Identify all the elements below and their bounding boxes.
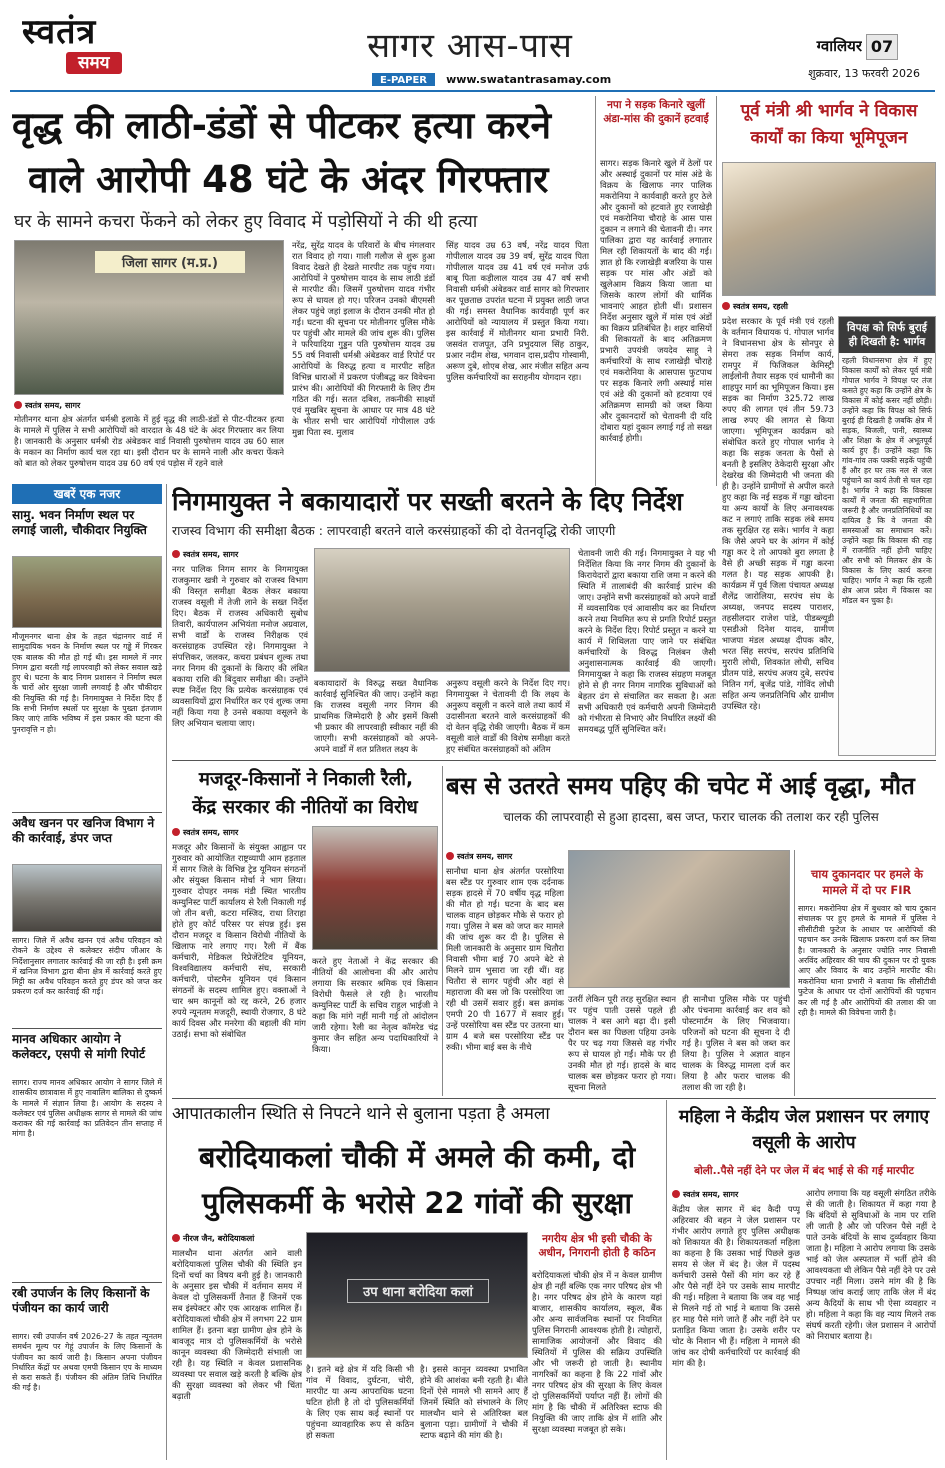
bus-byline — [446, 850, 566, 862]
bhoomi-photo — [722, 162, 936, 296]
outpost-photo — [306, 1232, 528, 1358]
epaper-bar — [372, 68, 702, 86]
city-label: ग्वालियर — [816, 37, 862, 55]
fir-body: सागर। मकरोनिया क्षेत्र में बुधवार को चाय दुकान संचालक पर हुए हमले के मामले में पुलिस ने सीसीटीवी फुटेज के आधार पर आरोपियों की पहचान कर उनके खिलाफ प्रकरण दर्ज कर लिया है। जानकारी के अनुसार ज्योति नगर निवासी अरविंद अहिरवार की चाय की दुकान पर दो युवक आए और विवाद के बाद उन्होंने मारपीट की। मकरोनिया थाना प्रभारी ने बताया कि सीसीटीवी फुटेज के आधार पर दोनों आरोपियों की पहचान कर ली गई है और आरोपियों की तलाश की जा रही है। मामले की विवेचना जारी है। — [798, 904, 936, 1018]
site-url[interactable]: www.swatantrasamay.com — [446, 73, 612, 86]
lead-headline-2: वाले आरोपी 48 घंटे के अंदर गिरफ्तार — [28, 158, 549, 201]
bhoomi-headline: पूर्व मंत्री श्री भार्गव ने विकास कार्यों का किया भूमिपूजन — [740, 101, 918, 148]
quote-box — [838, 316, 936, 756]
masthead — [0, 0, 945, 90]
lead-body-2: नरेंद्र, सुरेंद्र यादव के परिवारों के बीच मंगलवार रात विवाद हो गया। गाली गलौज से शुरू हुआ विवाद देखते ही देखते मारपीट तक पहुंच गया। आरोपियों ने पुरुषोत्तम यादव के साथ लाठी डंडों से मारपीट की। जिसमें पुरुषोत्तम यादव गंभीर रूप से घायल हो गए। परिजन उनको बीएमसी लेकर पहुंचे जहां इलाज के दौरान उनकी मौत हो गई। घटना की सूचना पर मोतीनगर पुलिस मौके पर पहुंची और मामले की जांच शुरू की। पुलिस ने फरियादिया गुड्डन पति पुरुषोत्तम यादव उम्र 55 वर्ष निवासी धर्मश्री अंबेडकर वार्ड रिपोर्ट पर आरोपियों के विरुद्ध हत्या व मारपीट सहित विभिन्न धाराओं में प्रकरण पंजीबद्ध कर विवेचना प्रारंभ की। आरोपियों की गिरफ्तारी के लिए टीम गठित की गई। सतत दबिश, तकनीकी साक्ष्यों एवं मुखबिर सूचना के आधार पर मात्र 48 घंटे के भीतर सभी चार आरोपियों गोपीलाल उर्फ मुन्ना पिता स्व. मुलाव — [292, 240, 435, 437]
divider — [166, 484, 167, 1460]
byline-dot-icon — [172, 550, 180, 558]
brief-3-body: सागर। राज्य मानव अधिकार आयोग ने सागर जिले में शासकीय छात्रावास में हुए नाबालिग बालिका से दुष्कर्म के मामले में संज्ञान लिया है। आयोग के सदस्य ने कलेक्टर एवं पुलिस अधीक्षक सागर से मामले की जांच कराकर की गई कार्रवाई का प्रतिवेदन तीन सप्ताह में मांगा है। — [12, 1078, 162, 1139]
bhoomi-byline — [722, 300, 936, 312]
commissioner-body-4: चेतावनी जारी की गई। निगमायुक्त ने यह भी निर्देशित किया कि नगर निगम की दुकानों के किरायेदारों द्वारा बकाया राशि जमा न करने की स्थिति में तालाबंदी की कार्रवाई प्रारंभ की जाए। उन्होंने सभी करसंग्राहकों को अपने वार्डों में व्यवसायिक एवं आवासीय कर का निर्धारण करने तथा नियमित रूप से प्रगति रिपोर्ट प्रस्तुत करने के निर्देश दिए। रिपोर्ट प्रस्तुत न करने या कार्य में शिथिलता पाए जाने पर संबंधित कर्मचारियों के विरुद्ध निलंबन जैसी अनुशासनात्मक कार्रवाई की जाएगी। निगमायुक्त ने कहा कि राजस्व संग्रहण मजबूत होने से ही नगर निगम नागरिक सुविधाओं को बेहतर ढंग से संचालित कर सकता है। अतः सभी अधिकारी एवं कर्मचारी अपनी जिम्मेदारी को गंभीरता से निभाएं और निर्धारित लक्ष्यों की समयबद्ध पूर्ति सुनिश्चित करें। — [578, 548, 716, 734]
masthead-rule — [10, 90, 935, 92]
brief-4-body: सागर। रबी उपार्जन वर्ष 2026-27 के तहत न्यूनतम समर्थन मूल्य पर गेहूं उपार्जन के लिए किसानों के पंजीयन का कार्य जारी है। किसान अपना पंजीयन निर्धारित केंद्रों पर अथवा एमपी किसान एप के माध्यम से करा सकते हैं। पंजीयन की अंतिम तिथि निर्धारित की गई है। — [12, 1332, 162, 1393]
bhoomi-byline-text: स्वतंत्र समय, रहली — [733, 301, 788, 311]
commissioner-body-2: बकायादारों के विरुद्ध सख्त वैधानिक कार्रवाई सुनिश्चित की जाए। उन्होंने कहा कि राजस्व वसूली नगर निगम की प्राथमिक जिम्मेदारी है और इसमें किसी भी प्रकार की लापरवाही स्वीकार नहीं की जाएगी। सभी करसंग्राहकों को अपने-अपने वार्डों में शत प्रतिशत लक्ष्य के — [314, 678, 438, 754]
brief-1-body: मौजूमनगर थाना क्षेत्र के तहत चंद्रानगर वार्ड में सामुदायिक भवन के निर्माण स्थल पर गड्ढे में गिरकर एक बालक की मौत हो गई थी। इस मामले में नगर निगम द्वारा बरती गई लापरवाही को लेकर सवाल खड़े हुए थे। घटना के बाद निगम प्रशासन ने निर्माण स्थल के चारों ओर सुरक्षा जाली लगवाई है और चौकीदार की नियुक्ति की गई है। निगमायुक्त ने निर्देश दिए हैं कि सभी निर्माण स्थलों पर सुरक्षा के पुख्ता इंतजाम किए जाएं ताकि भविष्य में इस प्रकार की घटना की पुनरावृत्ति न हो। — [12, 632, 162, 734]
lead-body-1: मोतीनगर थाना क्षेत्र अंतर्गत धर्मश्री इलाके में हुई वृद्ध की लाठी-डंडों से पीट-पीटकर हत्या के मामले में पुलिस ने सभी आरोपियों को वारदात के 48 घंटे के अंदर गिरफ्तार कर लिया है। जानकारी के अनुसार धर्मश्री रोड अंबेडकर वार्ड निवासी पुरुषोत्तम यादव उम्र 60 साल के मकान का निर्माण कार्य चल रहा था। इसी दौरान घर के सामने नाली और कचरा फेंकने को बात को लेकर पुरुषोत्तम यादव उम्र 60 वर्ष एवं पड़ोस में रहने वाले — [14, 414, 284, 468]
logo-bottom: समय — [66, 52, 122, 74]
issue-date: शुक्रवार, 13 फरवरी 2026 — [808, 67, 920, 80]
outpost-headline-2: पुलिसकर्मी के भरोसे 22 गांवों की सुरक्षा — [202, 1186, 632, 1220]
quote-body: रहली विधानसभा क्षेत्र में हुए विकास कार्यों को लेकर पूर्व मंत्री गोपाल भार्गव ने विपक्ष पर तंज कसते हुए कहा कि उन्होंने क्षेत्र के विकास में कोई कसर नहीं छोड़ी। उन्होंने कहा कि विपक्ष को सिर्फ बुराई ही दिखती है जबकि क्षेत्र में सड़क, बिजली, पानी, स्वास्थ्य और शिक्षा के क्षेत्र में अभूतपूर्व कार्य हुए हैं। उन्होंने कहा कि गांव-गांव तक पक्की सड़कें पहुंची हैं और हर घर तक नल से जल पहुंचाने का कार्य तेजी से चल रहा है। भार्गव ने कहा कि विकास कार्यों में जनता की सहभागिता जरूरी है और जनप्रतिनिधियों का दायित्व है कि वे जनता की समस्याओं का समाधान करें। उन्होंने कहा कि विकास की राह में राजनीति नहीं होनी चाहिए और सभी को मिलकर क्षेत्र के विकास के लिए कार्य करना चाहिए। भार्गव ने कहा कि रहली क्षेत्र आज प्रदेश में विकास का मॉडल बन चुका है। — [842, 356, 932, 605]
outpost-aside-headline: नगरीय क्षेत्र भी इसी चौकी के अधीन, निगरानी होती है कठिन — [538, 1233, 656, 1259]
lead-body-3: सिंह यादव उम्र 63 वर्ष, नरेंद्र यादव पिता गोपीलाल यादव उम्र 39 वर्ष, सुरेंद्र यादव पिता गोपीलाल यादव उम्र 41 वर्ष एवं मनोज उर्फ बाबू पिता कड़ीलाल यादव उम्र 47 वर्ष सभी निवासी धर्मश्री अंबेडकर वार्ड सागर को गिरफ्तार कर पूछताछ उपरांत घटना में प्रयुक्त लाठी जप्त की गई। समस्त वैधानिक कार्यवाही पूर्ण कर आरोपियों को न्यायालय में प्रस्तुत किया गया। इस कार्रवाई में मोतीनगर थाना प्रभारी निरी. जसवंत राजपूत, उनि प्रभुदयाल सिंह ठाकुर, प्रआर नदीम शेख, भगवान दास,प्रदीप गोस्वामी, अरूण दुबे, शोएब शेख, आर मंजीत सहित अन्य पुलिस कर्मचारियों का सराहनीय योगदान रहा। — [446, 240, 589, 382]
logo — [22, 14, 192, 74]
encroach-headline: नपा ने सड़क किनारे खुलीं अंडा-मांस की दुकानें हटवाईं — [603, 99, 709, 125]
byline-dot-icon — [14, 401, 22, 409]
bus-body-3: ही सानौधा पुलिस मौके पर पहुंची और पंचनामा कार्रवाई कर शव को पोस्टमार्टम के लिए भिजवाया। परिजनों को घटना की सूचना दे दी गई है। पुलिस ने बस को जब्त कर लिया है। पुलिस ने अज्ञात वाहन चालक के विरुद्ध मामला दर्ज कर लिया है और फरार चालक की तलाश की जा रही है। — [682, 994, 790, 1092]
brief-2-photo — [12, 864, 162, 932]
commissioner-body-1: नगर पालिक निगम सागर के निगमायुक्त राजकुमार खत्री ने गुरुवार को राजस्व विभाग की विस्तृत समीक्षा बैठक लेकर बकाया राजस्व वसूली में तेजी लाने के सख्त निर्देश दिए। बैठक में राजस्व अधिकारी सुबोध तिवारी, कार्यपालन अभियंता मनोज अग्रवाल, सभी वार्डों के राजस्व निरीक्षक एवं करसंग्राहक उपस्थित रहे। निगमायुक्त ने संपत्तिकर, जलकर, कचरा प्रबंधन शुल्क तथा नगर निगम की दुकानों के किराए की लंबित बकाया राशि की बिंदुवार समीक्षा की। उन्होंने स्पष्ट निर्देश दिए कि प्रत्येक करसंग्राहक एवं व्यवसायियों द्वारा निर्धारित कर एवं शुल्क जमा नहीं किया गया है उनसे बकाया वसूलने के लिए अभियान चलाया जाए। — [172, 564, 308, 728]
outpost-body-1: मालथौन थाना अंतर्गत आने वाली बरोदियाकलां पुलिस चौकी की स्थिति इन दिनों चर्चा का विषय बनी हुई है। जानकारी के अनुसार इस चौकी में वर्तमान समय में केवल दो पुलिसकर्मी तैनात हैं जिनमें एक सब इंस्पेक्टर और एक आरक्षक शामिल हैं। बरोदियाकलां चौकी क्षेत्र में लगभग 22 ग्राम शामिल हैं। इतना बड़ा ग्रामीण क्षेत्र होने के बावजूद मात्र दो पुलिसकर्मियों के भरोसे कानून व्यवस्था की जिम्मेदारी संभाली जा रही है। यह स्थिति न केवल प्रशासनिक व्यवस्था पर सवाल खड़े करती है बल्कि क्षेत्र की सुरक्षा व्यवस्था को लेकर भी चिंता बढ़ाती — [172, 1248, 302, 1401]
lead-byline — [14, 399, 284, 411]
outpost-kicker: आपातकालीन स्थिति से निपटने थाने से बुलाना पड़ता है अमला — [172, 1104, 550, 1124]
outpost-aside-body: बरोदियाकलां चौकी क्षेत्र में न केवल ग्रामीण क्षेत्र ही नहीं बल्कि एक नगर परिषद क्षेत्र भी है। नगर परिषद क्षेत्र होने के कारण यहां बाजार, शासकीय कार्यालय, स्कूल, बैंक और अन्य सार्वजनिक स्थानों पर नियमित पुलिस निगरानी आवश्यक होती है। त्योहारों, सामाजिक आयोजनों और विवाद की स्थितियों में पुलिस की सक्रिय उपस्थिति और भी जरूरी हो जाती है। स्थानीय नागरिकों का कहना है कि 22 गांवों और नगर परिषद क्षेत्र की सुरक्षा के लिए केवल दो पुलिसकर्मियों पर्याप्त नहीं हैं। लोगों की मांग है कि चौकी में अतिरिक्त स्टाफ की नियुक्ति की जाए ताकि क्षेत्र में शांति और सुरक्षा व्यवस्था मजबूत हो सके। — [532, 1270, 662, 1434]
divider — [12, 1028, 162, 1029]
section-title: सागर आस-पास — [367, 26, 573, 66]
quote-headline: विपक्ष को सिर्फ बुराई ही दिखती है: भार्गव — [839, 317, 935, 353]
outpost-byline-text: नीरज जैन, बरोदियाकलां — [183, 1233, 255, 1243]
brief-2-body: सागर। जिले में अवैध खनन एवं अवैध परिवहन को रोकने के उद्देश्य से कलेक्टर संदीप जीआर के निर्देशानुसार लगातार कार्रवाई की जा रही है। इसी क्रम में खनिज विभाग द्वारा बीना क्षेत्र में कार्रवाई करते हुए मिट्टी का अवैध परिवहन करते हुए डंपर को जप्त कर प्रकरण दर्ज कर कार्रवाई की गई। — [12, 936, 162, 997]
divider — [12, 812, 162, 813]
divider — [12, 1282, 162, 1283]
photo-sign: जिला सागर (म.प्र.) — [95, 251, 245, 273]
commissioner-byline — [172, 548, 312, 560]
rally-byline-text: स्वतंत्र समय, सागर — [183, 827, 239, 837]
jail-body-2: आरोप लगाया कि यह वसूली संगठित तरीके से की जाती है। शिकायत में कहा गया है कि बंदियों से सुविधाओं के नाम पर राशि ली जाती है और जो परिजन पैसे नहीं दे पाते उनके बंदियों के साथ दुर्व्यवहार किया जाता है। महिला ने आरोप लगाया कि उसके भाई को जेल अस्पताल में भर्ती होने की आवश्यकता थी लेकिन पैसे नहीं देने पर उसे उपचार नहीं मिला। उसने मांग की है कि निष्पक्ष जांच कराई जाए ताकि जेल में बंद अन्य कैदियों के साथ भी ऐसा व्यवहार न हो। महिला ने कहा कि वह न्याय मिलने तक संघर्ष करती रहेगी। जेल प्रशासन ने आरोपों को निराधार बताया है। — [806, 1188, 936, 1341]
commissioner-headline: निगमायुक्त ने बकायादारों पर सख्ती बरतने के दिए निर्देश — [172, 487, 683, 516]
jail-byline-text: स्वतंत्र समय, सागर — [683, 1189, 739, 1199]
commissioner-deck: राजस्व विभाग की समीक्षा बैठक : लापरवाही बरतने वाले करसंग्राहकों की दो वेतनवृद्धि रोकी जाएगी — [172, 523, 616, 538]
divider — [172, 760, 936, 761]
brief-4-headline: रबी उपार्जन के लिए किसानों के पंजीयन का कार्य जारी — [12, 1286, 150, 1315]
byline-dot-icon — [172, 828, 180, 836]
rally-headline-2: केंद्र सरकार की नीतियों का विरोध — [192, 797, 418, 818]
byline-dot-icon — [722, 302, 730, 310]
encroach-body: सागर। सड़क किनारे खुले में ठेलों पर और अस्थाई दुकानों पर मांस अंडे के विक्रय के खिलाफ नगर पालिक मकरोनिया ने कार्यवाही करते हुए ठेले और दुकानों को हटवाते हुए रजाखेड़ी एवं मकरोनिया चौराहे के आस पास दुकान न लगाने की चेतावनी दी। नगर पालिका द्वारा यह कार्रवाई लगातार मिल रही शिकायतों के बाद की गई। ज्ञात हो कि रजाखेड़ी बजरिया के पास सड़क पर मांस और अंडों को खुलेआम विक्रय किया जाता था जिसके कारण लोगों की धार्मिक भावनाएं आहत होती थीं। प्रशासन निर्देश अनुसार खुले में मांस एवं अंडों का विक्रय प्रतिबंधित है। शहर वासियों की शिकायतों के बाद अतिक्रमण प्रभारी उपयंत्री जयदेव साहू ने कर्मचारियों के साथ रजाखेड़ी चौराहे एवं मकरोनिया के आसपास फुटपाथ पर सड़क किनारे लगी अस्थाई मांस एवं अंडे की दुकानों को हटवाया एवं अतिक्रमण सामग्री को जब्त किया और दुकानदारों को चेतावनी दी यदि दोबारा यहां दुकान लगाई गई तो सख्त कार्रवाई होगी। — [600, 158, 712, 443]
fir-headline: चाय दुकानदार पर हमले के मामले में दो पर FIR — [811, 867, 923, 897]
bus-photo — [568, 850, 790, 988]
jail-byline — [672, 1188, 800, 1200]
lead-headline-1: वृद्ध की लाठी-डंडों से पीटकर हत्या करने — [12, 104, 552, 147]
lead-byline-text: स्वतंत्र समय, सागर — [25, 400, 81, 410]
divider — [442, 766, 443, 1096]
outpost-body-3: है। इससे कानून व्यवस्था प्रभावित होने की आशंका बनी रहती है। बीते दिनों ऐसे मामले भी सामने आए हैं जिनमें स्थिति को संभालने के लिए मालथौन थाने से अतिरिक्त बल बुलाना पड़ा। ग्रामीणों ने चौकी में स्टाफ बढ़ाने की मांग की है। — [420, 1364, 528, 1440]
jail-headline: महिला ने केंद्रीय जेल प्रशासन पर लगाए वसूली के आरोप — [678, 1107, 930, 1153]
rally-headline-1: मजदूर-किसानों ने निकाली रैली, — [198, 769, 414, 790]
jail-deck: बोली..पैसे नहीं देने पर जेल में बंद भाई से की गई मारपीट — [694, 1165, 914, 1177]
outpost-sign: उप थाना बरोदिया कलां — [347, 1279, 489, 1303]
commissioner-photo — [314, 548, 570, 672]
commissioner-body-3: अनुरूप वसूली करने के निर्देश दिए गए। निगमायुक्त ने चेतावनी दी कि लक्ष्य के अनुरूप वसूली न करने वाले तथा कार्य में उदासीनता बरतने वाले करसंग्राहकों की दो वेतन वृद्धि रोकी जाएगी। बैठक में कम वसूली वाले वार्डों की विशेष समीक्षा करते हुए संबंधित करसंग्राहकों को अंतिम — [446, 678, 570, 754]
brief-1-photo — [12, 556, 162, 628]
rally-photo — [312, 826, 438, 950]
divider — [172, 1098, 936, 1099]
jail-body-1: केंद्रीय जेल सागर में बंद कैदी पप्पू अहिरवार की बहन ने जेल प्रशासन पर गंभीर आरोप लगाते हुए पुलिस अधीक्षक को शिकायत की है। शिकायतकर्ता महिला का कहना है कि उसका भाई पिछले कुछ समय से जेल में बंद है। जेल में पदस्थ कर्मचारी उससे पैसों की मांग कर रहे हैं और पैसे नहीं देने पर उसके साथ मारपीट की गई। महिला ने बताया कि जब वह भाई से मिलने गई तो भाई ने बताया कि उससे हर माह पैसे मांगे जाते हैं और नहीं देने पर प्रताड़ित किया जाता है। उसके शरीर पर चोट के निशान भी हैं। महिला ने मामले की जांच कर दोषी कर्मचारियों पर कार्रवाई की मांग की है। — [672, 1204, 800, 1368]
bus-deck: चालक की लापरवाही से हुआ हादसा, बस जप्त, फरार चालक की तलाश कर रही पुलिस — [503, 810, 879, 824]
bus-headline: बस से उतरते समय पहिए की चपेट में आई वृद्धा, मौत — [446, 772, 915, 800]
bhoomi-body: प्रदेश सरकार के पूर्व मंत्री एवं रहली के वर्तमान विधायक पं. गोपाल भार्गव ने विधानसभा क्षेत्र के सोनपुर से सेमरा तक सड़क निर्माण कार्य, रामपुर में फिजिकल केमिस्ट्री लाईलोनी तैयार सड़क एवं धामौनी का शाहपुर मार्ग का भूमिपूजन किया। इस सड़क का निर्माण 325.72 लाख रुपए की लागत एवं तीन 59.73 लाख रुपए की लागत से किया जाएगा। भूमिपूजन कार्यक्रम को संबोधित करते हुए गोपाल भार्गव ने कहा कि सड़क जनता के पैसों से बनती है इसलिए ठेकेदारी सुरक्षा और देखरेख की जिम्मेदारी भी जनता की ही है। उन्होंने ग्रामीणों से अपील करते हुए कहा कि नई सड़क में गड्ढा खोदना या अन्य कार्यों के लिए अनावश्यक कट न लगाएं ताकि सड़क लंबे समय तक सुरक्षित रह सके। भार्गव ने कहा कि जैसे अपने घर के आंगन में कोई गड्ढा कर दे तो आपको बुरा लगता है वैसे ही अच्छी सड़क में गड्ढा करना गलत है। यह सड़क आपकी है। कार्यक्रम में पूर्व जिला पंचायत अध्यक्ष शैलेंद्र जारोलिया, सरपंच संघ के अध्यक्ष, जनपद सदस्य पाराशर, तहसीलदार राजेश पांडे, पीडब्ल्यूडी एसडीओ दिनेश यादव, ग्रामीण भाजपा मंडल अध्यक्ष दीपक कौर, भरत सिंह सरपंच, सरपंच प्रतिनिधि मुरारी लोधी, शिवकांत लोधी, सचिव प्रीतम पांडे, सरपंच अजय दुबे, सरपंच नितिन गर्ग, बृजेंद्र पांडे, गोविंद लोधी सहित अन्य जनप्रतिनिधि और ग्रामीण उपस्थित रहे। — [722, 316, 834, 711]
lead-photo — [14, 240, 284, 395]
byline-dot-icon — [172, 1234, 180, 1242]
bus-body-2: उतरीं लेकिन पूरी तरह सुरक्षित स्थान पर पहुंच पाती उससे पहले ही चालक ने बस आगे बढ़ा दी। इसी दौरान बस का पिछला पहिया उनके पैर पर चढ़ गया जिससे वह गंभीर रूप से घायल हो गईं। मौके पर ही उनकी मौत हो गई। हादसे के बाद चालक बस छोड़कर फरार हो गया। सूचना मिलते — [568, 994, 676, 1092]
rally-body-1: मजदूर और किसानों के संयुक्त आह्वान पर गुरुवार को आयोजित राष्ट्रव्यापी आम हड़ताल में सागर जिले के विभिन्न ट्रेड यूनियन संगठनों और संयुक्त किसान मोर्चा ने भाग लिया। गुरुवार दोपहर नमक मंडी स्थित भारतीय कम्युनिस्ट पार्टी कार्यालय से रैली निकाली गई जो तीन बत्ती, कटरा मस्जिद, राधा तिराहा होते हुए कोर्ट परिसर पर संपन्न हुई। इस दौरान मजदूर व किसान विरोधी नीतियों के खिलाफ नारे लगाए गए। रैली में बैंक कर्मचारी, मेडिकल रिप्रेजेंटेटिव यूनियन, विश्वविद्यालय कर्मचारी संघ, सरकारी कर्मचारी, पोस्टमैन यूनियन एवं किसान संगठनों के सदस्य शामिल हुए। वक्ताओं ने चार श्रम कानूनों को रद्द करने, 26 हजार रुपये न्यूनतम मजदूरी, स्थायी रोजगार, 8 घंटे कार्य दिवस और मनरेगा की बहाली की मांग उठाई। सभा को संबोधित — [172, 842, 306, 1039]
byline-dot-icon — [672, 1190, 680, 1198]
page-number: 07 — [866, 34, 898, 60]
outpost-headline-1: बरोदियाकलां चौकी में अमले की कमी, दो — [198, 1140, 636, 1174]
brief-1-headline: सामु. भवन निर्माण स्थल पर लगाई जाली, चौकीदार नियुक्ति — [12, 508, 147, 537]
brief-2-headline: अवैध खनन पर खनिज विभाग ने की कार्रवाई, डंपर जप्त — [12, 816, 155, 845]
lead-deck: घर के सामने कचरा फेंकने को लेकर हुए विवाद में पड़ोसियों ने की थी हत्या — [14, 212, 478, 232]
divider — [794, 850, 795, 1096]
epaper-label: E-PAPER — [372, 73, 435, 86]
commissioner-byline-text: स्वतंत्र समय, सागर — [183, 549, 239, 559]
divider — [595, 96, 596, 486]
bus-byline-text: स्वतंत्र समय, सागर — [457, 851, 513, 861]
brief-3-headline: मानव अधिकार आयोग ने कलेक्टर, एसपी से मांगी रिपोर्ट — [12, 1032, 146, 1061]
byline-dot-icon — [446, 852, 454, 860]
briefs-label: खबरें एक नजर — [12, 484, 162, 504]
logo-top: स्वतंत्र — [22, 14, 97, 52]
divider — [666, 1100, 667, 1460]
rally-byline — [172, 826, 312, 838]
outpost-body-2: है। इतने बड़े क्षेत्र में यदि किसी भी गांव में विवाद, दुर्घटना, चोरी, मारपीट या अन्य आपराधिक घटना घटित होती है तो दो पुलिसकर्मियों के लिए एक साथ कई स्थानों पर पहुंचना व्यावहारिक रूप से कठिन हो सकता — [306, 1364, 414, 1440]
bus-body-1: सानौधा थाना क्षेत्र अंतर्गत परसोरिया बस स्टैंड पर गुरुवार शाम एक दर्दनाक सड़क हादसे में 70 वर्षीय वृद्ध महिला की मौत हो गई। घटना के बाद बस चालक वाहन छोड़कर मौके से फरार हो गया। पुलिस ने बस को जप्त कर मामले की जांच शुरू कर दी है। पुलिस से मिली जानकारी के अनुसार ग्राम चितौरा निवासी भीमा बाई 70 अपने बेटे से मिलने ग्राम भुसारा जा रही थीं। वह चितौरा से सागर पहुंची और वहां से महाराजा की बस जो कि परसोरिया जा रही थी उसमें सवार हुई। बस क्रमांक एमपी 20 पी 1677 में सवार हुई। उन्हें परसोरिया बस स्टैंड पर उतरना था। ग्राम 4 बजे बस परसोरिया स्टैंड पर रुकी। भीमा बाई बस के नीचे — [446, 866, 564, 1052]
divider — [716, 96, 717, 486]
rally-body-2: करते हुए नेताओं ने केंद्र सरकार की नीतियों की आलोचना की और आरोप लगाया कि सरकार श्रमिक एवं किसान विरोधी फैसले ले रही है। भारतीय कम्युनिस्ट पार्टी के सचिव राहुल भाईजी ने कहा कि मांगे नहीं मानी गई तो आंदोलन जारी रहेगा। रैली का नेतृत्व कॉमरेड चंद्र कुमार जैन सहित अन्य पदाधिकारियों ने किया। — [312, 956, 438, 1054]
